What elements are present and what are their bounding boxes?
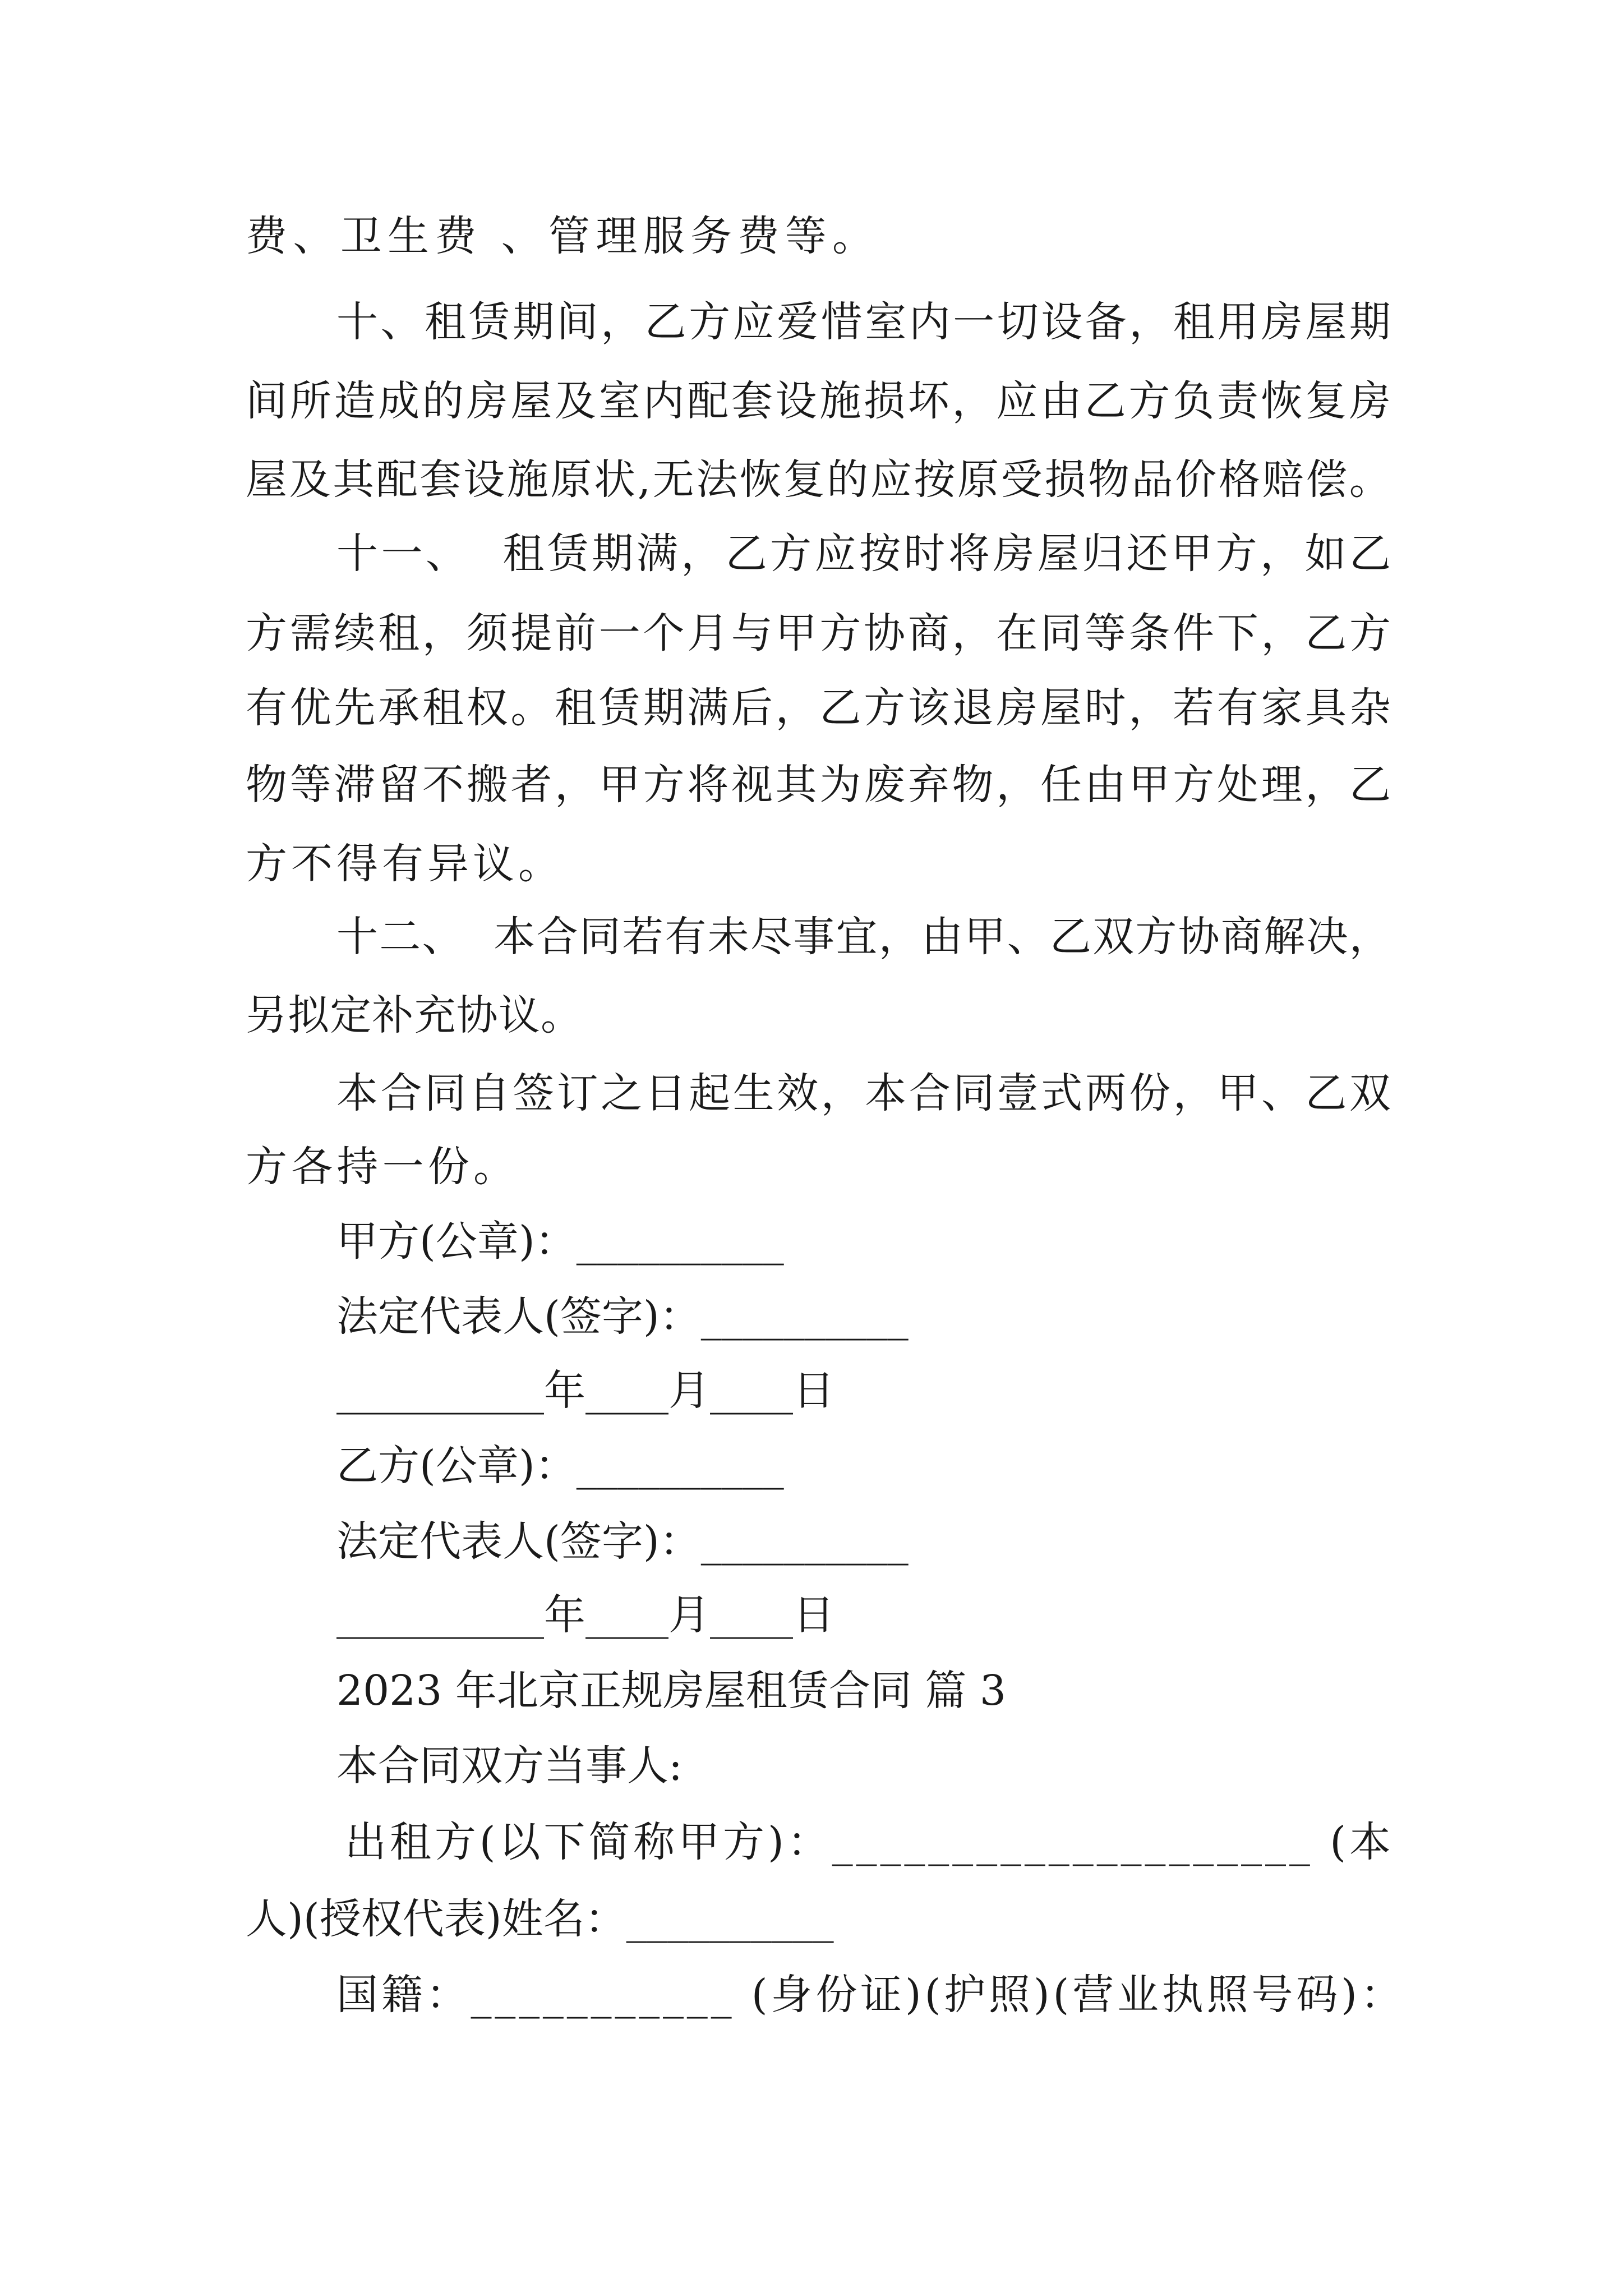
paragraph-line: 物 等 滞 留 不 搬 者 ， 甲 方 将 视 其 为 废 弃 物 ， 任 由 甲 方 处 理 ， 乙 (246, 761, 1391, 809)
signature-line: 甲方(公章)：__________ (336, 1217, 784, 1266)
date-line: __________年____月____日 (336, 1591, 834, 1639)
paragraph-line: 十 、 租 赁 期 间 ， 乙 方 应 爱 惜 室 内 一 切 设 备 ， 租 用 房 屋 期 (336, 298, 1391, 346)
paragraph-line: 另 拟 定 补 充 协 议 。 (246, 991, 582, 1039)
signature-line: 法定代表人(签字)：__________ (336, 1292, 909, 1341)
signature-line: 法定代表人(签字)：__________ (336, 1517, 909, 1566)
paragraph-line: 方 不 得 有 异 议 。 (246, 840, 560, 888)
signature-line: 乙方(公章)：__________ (336, 1442, 784, 1490)
paragraph-line: 费 、 卫 生 费 、 管 理 服 务 费 等 。 (246, 212, 874, 260)
paragraph-line: 本 合 同 自 签 订 之 日 起 生 效 ， 本 合 同 壹 式 两 份 ， 甲 、 乙 双 (336, 1069, 1391, 1117)
date-line: __________年____月____日 (336, 1366, 834, 1415)
form-field-line: 国 籍 ： _ _ _ _ _ _ _ _ _ _ _ ( 身 份 证 ) ( 护 照 ) ( 营 业 执 照 号 码 ) ： (336, 1971, 1402, 2019)
paragraph-line: 十 二 、 本 合 同 若 有 未 尽 事 宜 ， 由 甲 、 乙 双 方 协 商 解 决 ， (336, 913, 1391, 961)
paragraph-line: 有 优 先 承 租 权 。 租 赁 期 满 后 ， 乙 方 该 退 房 屋 时 ， 若 有 家 具 杂 (246, 684, 1391, 732)
paragraph-line: 方 各 持 一 份 。 (246, 1143, 515, 1191)
paragraph-line: 方 需 续 租 ， 须 提 前 一 个 月 与 甲 方 协 商 ， 在 同 等 条 件 下 ， 乙 方 (246, 609, 1391, 657)
form-field-line: 出 租 方 ( 以 下 简 称 甲 方 ) ： _ _ _ _ _ _ _ _ _ _ _ _ _ _ _ _ _ _ _ _ ( 本 (345, 1818, 1391, 1866)
form-field-line: 人)(授权代表)姓名：__________ (246, 1895, 834, 1943)
paragraph-line: 本合同双方当事人: (336, 1742, 683, 1790)
paragraph-line: 十 一 、 租 赁 期 满 ， 乙 方 应 按 时 将 房 屋 归 还 甲 方 ， 如 乙 (336, 530, 1391, 578)
paragraph-line: 间 所 造 成 的 房 屋 及 室 内 配 套 设 施 损 坏 ， 应 由 乙 方 负 责 恢 复 房 (246, 377, 1391, 425)
paragraph-line: 屋 及 其 配 套 设 施 原 状 , 无 法 恢 复 的 应 按 原 受 损 物 品 价 格 赔 偿 。 (246, 455, 1391, 504)
section-title: 2023 年北京正规房屋租赁合同 篇 3 (336, 1667, 1006, 1715)
